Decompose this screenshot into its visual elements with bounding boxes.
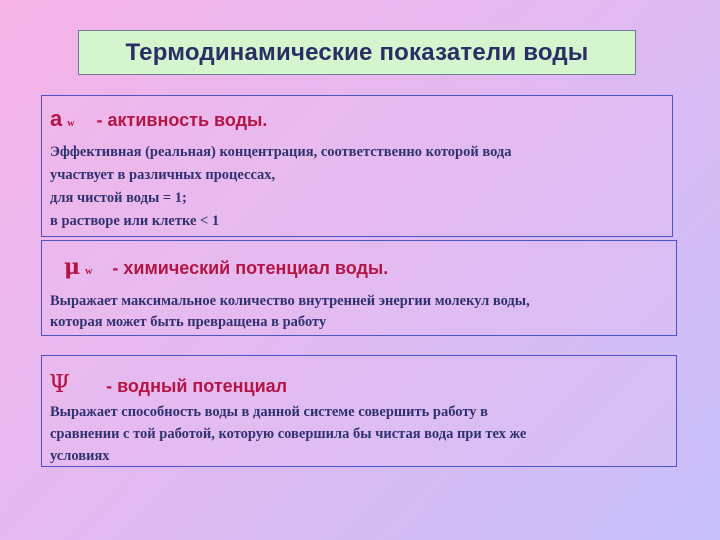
water-potential-heading <box>49 370 287 398</box>
water-potential-box <box>41 355 677 467</box>
activity-line: Эффективная (реальная) концентрация, соответственно которой вода <box>50 144 512 160</box>
activity-description <box>50 141 512 233</box>
chemical-potential-box <box>41 240 677 336</box>
psi-symbol: Ψ <box>49 370 71 398</box>
activity-line: участвует в различных процессах, <box>50 167 276 183</box>
activity-line: для чистой воды = 1; <box>50 190 187 206</box>
slide-title: Термодинамические показатели воды <box>125 38 589 66</box>
activity-line: в растворе или клетке < 1 <box>50 213 220 229</box>
water-potential-line: сравнении с той работой, которую совершила бы чистая вода при тех же <box>50 426 527 442</box>
chemical-potential-line: которая может быть превращена в работу <box>50 314 327 330</box>
mu-symbol: μ <box>64 254 81 280</box>
activity-heading <box>50 106 267 132</box>
chemical-potential-line: Выражает максимальное количество внутренней энергии молекул воды, <box>50 293 530 309</box>
activity-symbol: a <box>50 106 63 131</box>
activity-box <box>41 95 673 237</box>
water-potential-heading-text: - водный потенциал <box>106 376 288 396</box>
water-potential-description <box>50 401 526 467</box>
activity-subscript: w <box>67 118 75 129</box>
chemical-potential-subscript: w <box>85 266 93 277</box>
title-box <box>78 30 636 75</box>
water-potential-line: Выражает способность воды в данной системе совершить работу в <box>50 404 488 420</box>
water-potential-line: условиях <box>50 448 110 464</box>
chemical-potential-description <box>50 291 530 333</box>
activity-heading-text: - активность воды. <box>96 110 268 130</box>
chemical-potential-heading-text: - химический потенциал воды. <box>112 258 389 278</box>
chemical-potential-heading <box>64 254 388 280</box>
